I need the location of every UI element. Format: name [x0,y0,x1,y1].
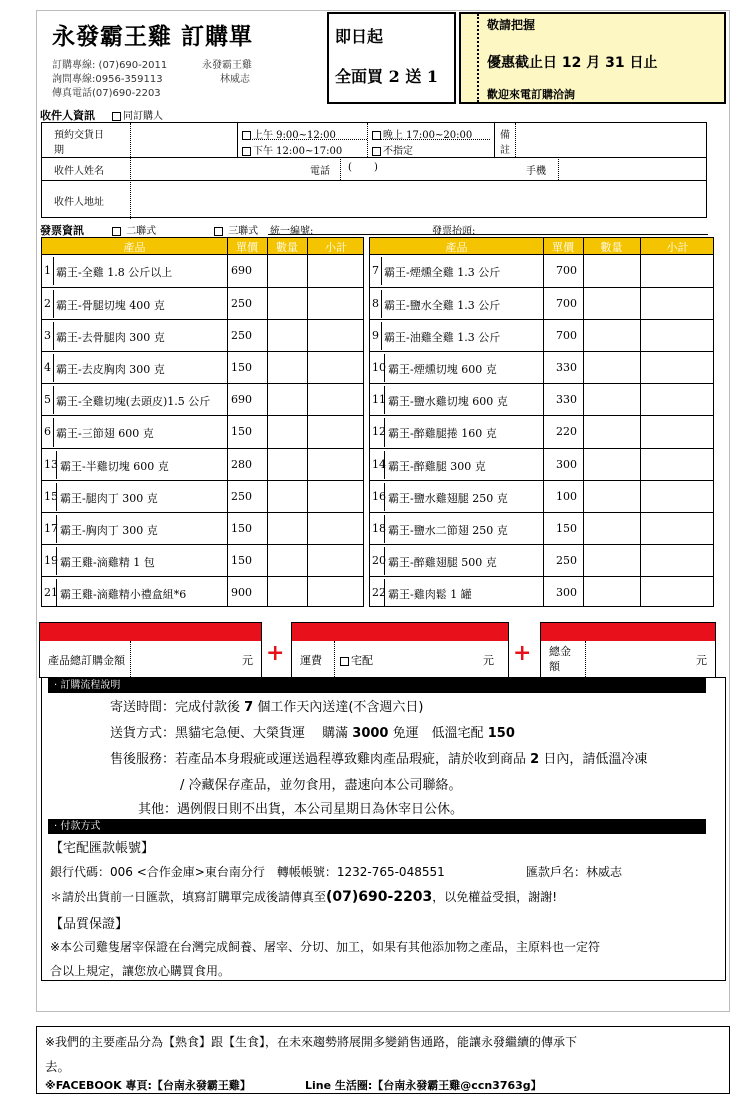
row-no-separator [53,354,54,382]
three-part-checkbox[interactable] [214,227,223,236]
col-product-left: 產品 [123,241,146,254]
product-row [42,480,363,512]
two-part-checkbox[interactable] [112,227,121,236]
home-delivery-checkbox[interactable] [340,657,349,666]
shipping-method-line [110,722,515,741]
product-no: 16 [372,489,386,503]
other-line [138,798,463,817]
product-price: 250 [556,553,577,567]
shipping-method-label: 送貨方式： [110,726,176,741]
recipient-box [41,122,707,218]
row-no-separator [384,547,385,575]
process-bar: · 訂購流程說明 [48,678,706,693]
shipping-method-free: 3000 [352,726,389,741]
product-row [42,576,363,608]
product-table-right [369,237,714,607]
product-price: 250 [231,297,252,311]
product-table-left [41,237,364,607]
order-line: 訂購專線: (07)690-2011 [52,60,168,71]
product-no: 5 [44,393,51,407]
invoice-underline [268,234,708,235]
product-no: 11 [372,393,386,407]
footer-line-1: ※我們的主要產品分為【熟食】跟【生食】，在未來趨勢將展開多變銷售通路，能讓永發繼續的傳承下 [45,1035,578,1049]
product-price: 150 [556,521,577,535]
product-row [370,415,713,447]
product-price: 150 [231,425,252,439]
owner-name: 林威志 [220,74,250,85]
product-name: 霸王-鹽水雞翅腿 250 克 [388,491,508,505]
phone-label: 電話 [310,166,330,177]
grand-total-label-1: 總金 [549,645,571,658]
product-name: 霸王-三節翅 600 克 [56,427,154,441]
shipping-label: 運費 [300,654,322,667]
product-price: 330 [556,393,577,407]
product-row [42,383,363,415]
delivery-time-days: 7 [244,700,254,715]
grand-total-label-2: 額 [549,660,560,673]
plus-sign-1: + [266,640,285,666]
row-no-separator [53,322,54,350]
row-no-separator [53,386,54,414]
product-no: 21 [44,585,58,599]
rcpt-dot-v2 [367,123,368,157]
product-price: 900 [231,585,252,599]
notice-line-2: 優惠截止日 12 月 31 日止 [487,55,658,71]
row-no-separator [384,386,385,414]
row-no-separator [381,290,382,318]
product-name: 霸王雞-滴雞精小禮盒組*6 [60,587,187,601]
shipping-method-fee: 150 [487,726,515,741]
product-no: 18 [372,521,386,535]
mobile-label: 手機 [526,166,546,177]
row-no-separator [384,354,385,382]
notice-line-1: 敬請把握 [487,18,536,32]
product-no: 7 [372,264,379,278]
row-no-separator [384,579,385,607]
product-no: 15 [44,489,58,503]
shipping-bar [292,623,508,641]
home-delivery-option[interactable] [340,652,373,668]
service-line-2: / 冷藏保存產品，並勿食用，盡速向本公司聯絡。 [180,778,462,793]
plus-sign-2: + [513,640,532,666]
rcpt-dot-line [130,123,131,219]
product-name: 霸王-醉雞腿 300 克 [388,459,486,473]
promo-box [327,12,456,104]
delivery-time-pre: 完成付款後 [175,700,245,715]
product-price: 150 [231,553,252,567]
footer-box [36,1026,730,1094]
col-price-left: 單價 [236,241,258,254]
service-line1-post: 日內，請低溫冷凍 [539,752,648,767]
col-subtotal-right: 小計 [666,241,689,254]
product-no: 19 [44,553,58,567]
product-price: 150 [231,521,252,535]
rcpt-vline-1 [237,123,238,157]
other-text: 遇例假日則不出貨，本公司星期日為休宰日公休。 [177,802,464,817]
row-no-separator [384,418,385,446]
product-name: 霸王-全雞 1.8 公斤以上 [56,266,173,280]
product-row [370,480,713,512]
product-price: 250 [231,489,252,503]
shipping-currency: 元 [483,654,494,667]
shipping-method-pre: 黑貓宅急便、大榮貨運 購滿 [175,726,353,741]
row-no-separator [381,322,382,350]
recipient-section-label: 收件人資訊 [40,109,95,122]
service-line-1 [110,748,647,767]
delivery-time-line [110,696,423,715]
product-no: 9 [372,329,379,343]
delivery-time-label: 寄送時間： [110,700,176,715]
row-no-separator [56,483,57,511]
product-row [42,415,363,447]
row-no-separator [53,418,54,446]
info-box [41,677,726,981]
time-none-checkbox[interactable] [372,147,381,156]
service-line1-days: 2 [530,752,540,767]
product-no: 17 [44,521,58,535]
product-row [370,576,713,608]
time-evening-option[interactable] [372,126,472,141]
quality-line-2: 合以上規定，讓您放心購買食用。 [50,964,231,978]
product-row [370,255,713,287]
time-evening-checkbox[interactable] [372,131,381,140]
time-pm-option[interactable] [242,142,342,157]
service-label: 售後服務： [110,752,176,767]
account-name: 匯款戶名：林威志 [526,865,623,879]
remit-note-post: ，以免權益受損，謝謝! [432,890,558,904]
product-price: 100 [556,489,577,503]
product-price: 690 [231,393,252,407]
row-no-separator [384,451,385,479]
product-name: 霸王-醉雞腿捲 160 克 [388,427,497,441]
row-no-separator [53,290,54,318]
product-price: 300 [556,457,577,471]
product-price: 220 [556,425,577,439]
product-row [42,448,363,480]
product-total-bar [40,623,261,641]
grand-total-box [540,622,716,678]
product-no: 20 [372,553,386,567]
time-none-option[interactable] [372,142,413,157]
product-price: 150 [231,361,252,375]
row-no-separator [56,547,57,575]
product-name: 霸王-全雞切塊(去頭皮)1.5 公斤 [56,395,211,409]
time-pm-checkbox[interactable] [242,147,251,156]
notice-divider [477,14,479,102]
remit-note-pre: ＊請於出貨前一日匯款，填寫訂購單完成後請傳真至 [50,890,327,904]
rcpt-dot-v3 [515,123,516,157]
service-line1-pre: 若產品本身瑕疵或運送過程導致雞肉產品瑕疵，請於收到商品 [175,752,531,767]
two-part-option[interactable] [112,222,156,237]
col-qty-left: 數量 [276,241,298,254]
remit-note [50,888,557,905]
product-row [370,448,713,480]
account-title: 【宅配匯款帳號】 [50,841,155,856]
facebook-line[interactable]: ※FACEBOOK 專頁:【台南永發霸王雞】 [45,1079,251,1092]
line-group-line[interactable]: Line 生活圈:【台南永發霸王雞@ccn3763g】 [305,1079,542,1092]
product-price: 690 [231,264,252,278]
product-name: 霸王-胸肉丁 300 克 [60,523,158,537]
footer-line-2: 去。 [45,1059,71,1074]
product-name: 霸王-腿肉丁 300 克 [60,491,158,505]
address-label: 收件人地址 [54,197,104,208]
product-row [370,351,713,383]
product-name: 霸王-醉雞翅腿 500 克 [388,555,497,569]
time-am-option[interactable] [242,126,336,141]
product-no: 12 [372,425,386,439]
product-row [370,544,713,576]
delivery-time-post: 個工作天內送達(不含週六日) [253,700,424,715]
product-name: 霸王-雞肉鬆 1 罐 [388,587,472,601]
product-row [42,255,363,287]
rcpt-dot-v5 [558,157,559,180]
row-no-separator [56,515,57,543]
table-header-right [370,238,713,255]
product-name: 霸王-鹽水二節翅 250 克 [388,523,508,537]
product-no: 6 [44,425,51,439]
quality-line-1: ※本公司雞隻屠宰保證在台灣完成飼養、屠宰、分切、加工，如果有其他添加物之產品，主原料也一定符 [50,940,601,954]
two-part-label: 二聯式 [126,226,157,237]
product-no: 1 [44,264,51,278]
product-name: 霸王-煙燻全雞 1.3 公斤 [384,266,501,280]
shipping-method-mid: 免運 低溫宅配 [388,726,488,741]
product-no: 22 [372,585,386,599]
phone-open: ( [348,162,352,173]
product-row [42,512,363,544]
other-label: 其他： [138,802,178,817]
three-part-label: 三聯式 [228,226,259,237]
product-name: 霸王-鹽水全雞 1.3 公斤 [384,299,501,313]
table-header-left [42,238,363,255]
product-row [370,319,713,351]
row-no-separator [384,483,385,511]
product-row [42,351,363,383]
product-price: 700 [556,329,577,343]
three-part-option[interactable] [214,222,258,237]
col-subtotal-left: 小計 [325,241,347,254]
product-name: 霸王雞-滴雞精 1 包 [60,555,155,569]
quality-title: 【品質保證】 [50,917,129,932]
product-name: 霸王-半雞切塊 600 克 [60,459,169,473]
same-as-buyer-label: 同訂購人 [123,111,163,122]
row-no-separator [53,257,54,285]
payment-bar: · 付款方式 [48,819,706,834]
product-no: 10 [372,361,386,375]
grand-total-currency: 元 [696,654,707,667]
shipping-dots [334,641,335,679]
same-as-buyer-checkbox[interactable] [112,112,121,121]
product-total-label: 產品總訂購金額 [48,654,125,667]
time-pm-label: 下午 12:00~17:00 [253,146,343,157]
product-no: 8 [372,297,379,311]
product-price: 300 [556,585,577,599]
product-price: 250 [231,329,252,343]
remit-note-fax: (07)690-2203 [326,889,433,905]
product-name: 霸王-去骨腿肉 300 克 [56,331,165,345]
product-no: 13 [44,457,58,471]
fax-line: 傳真電話(07)690-2203 [52,88,161,99]
product-price: 700 [556,264,577,278]
col-product-right: 產品 [445,241,468,254]
row-no-separator [384,515,385,543]
invoice-section-label: 發票資訊 [40,224,84,237]
time-evening-label: 晚上 17:00~20:00 [383,130,473,141]
bank-line: 銀行代碼：006 <合作金庫>東台南分行 轉帳帳號：1232-765-048551 [50,865,445,879]
form-title: 永發霸王雞 訂購單 [52,23,254,50]
invoice-title-label: 發票抬頭: [432,226,476,237]
same-as-buyer-option[interactable] [112,107,163,122]
product-name: 霸王-去皮胸肉 300 克 [56,363,165,377]
product-row [370,383,713,415]
product-no: 2 [44,297,51,311]
product-row [42,544,363,576]
promo-line-1: 即日起 [335,27,384,46]
row-no-separator [381,257,382,285]
product-total-currency: 元 [242,654,253,667]
promo-line-2: 全面買 2 送 1 [335,67,438,86]
rcpt-divider-1 [42,157,706,158]
product-name: 霸王-骨腿切塊 400 克 [56,299,165,313]
col-qty-right: 數量 [600,241,623,254]
row-no-separator [56,579,57,607]
note-label-1: 備 [500,130,510,141]
rcpt-divider-2 [42,180,706,181]
phone-close: ) [374,162,378,173]
rcpt-dot-v4 [340,157,341,180]
tax-id-label: 統一編號: [270,226,314,237]
product-name: 霸王-鹽水雞切塊 600 克 [388,395,508,409]
col-price-right: 單價 [552,241,574,254]
product-row [370,287,713,319]
product-name: 霸王-油雞全雞 1.3 公斤 [384,331,501,345]
shop-name: 永發霸王雞 [202,60,252,71]
notice-line-3: 歡迎來電訂購洽詢 [487,88,575,101]
grand-total-bar [541,623,715,641]
time-am-label: 上午 9:00~12:00 [253,130,336,141]
note-label-2: 註 [500,145,510,156]
product-row [42,287,363,319]
delivery-date-label-2: 期 [54,145,64,156]
time-none-label: 不指定 [383,146,413,157]
name-label: 收件人姓名 [54,166,104,177]
home-delivery-label: 宅配 [351,654,373,667]
delivery-date-label-1: 預約交貨日 [54,130,104,141]
product-row [370,512,713,544]
product-price: 280 [231,457,252,471]
product-price: 330 [556,361,577,375]
product-price: 700 [556,297,577,311]
product-name: 霸王-煙燻切塊 600 克 [388,363,497,377]
row-no-separator [56,451,57,479]
inquiry-line: 詢問專線:0956-359113 [52,74,163,85]
shipping-box [291,622,509,678]
product-total-box [39,622,262,678]
time-am-checkbox[interactable] [242,131,251,140]
product-row [42,319,363,351]
rcpt-vline-2 [494,123,495,157]
notice-box [459,12,726,104]
product-no: 4 [44,361,51,375]
product-no: 14 [372,457,386,471]
product-total-dots [130,641,131,679]
grand-total-dots [585,641,586,679]
product-no: 3 [44,329,51,343]
